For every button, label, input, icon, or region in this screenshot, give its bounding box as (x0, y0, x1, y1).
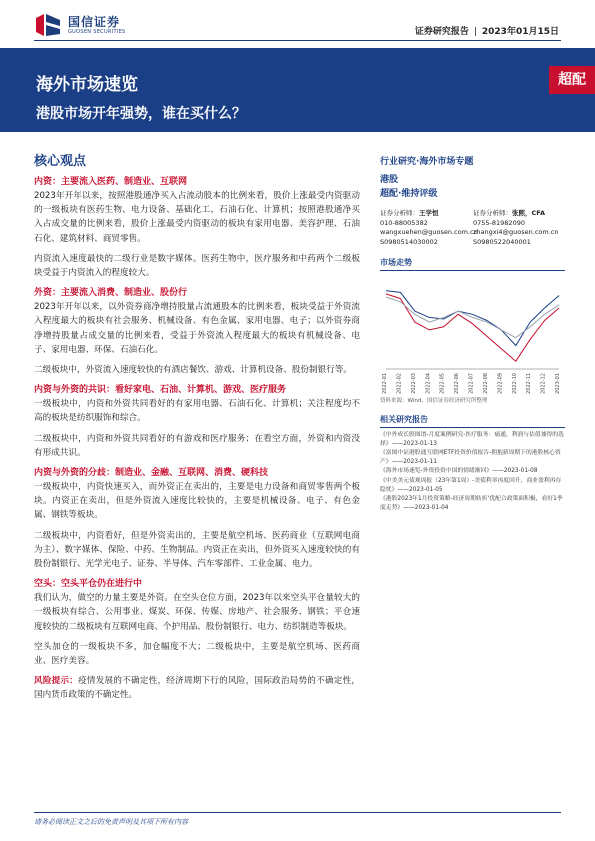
header-divider (34, 40, 561, 41)
section-domestic (34, 175, 360, 280)
company-logo (34, 12, 126, 38)
x-tick-label: 2022-02 (396, 373, 403, 394)
trend-chart-svg (380, 275, 565, 395)
risk-text: 疫情发展的不确定性，经济周期下行的风险，国际政治局势的不确定性，国内货币政策的不确定性。 (34, 676, 360, 701)
section-heading: 空头：空头平仓仍在进行中 (34, 579, 143, 590)
paragraph: 空头加仓的一级板块不多，加仓幅度不大；二级板块中，主要是航空机场、医药商业、医疗美容。 (34, 641, 360, 667)
related-report[interactable] (380, 449, 565, 466)
related-reports-list (380, 431, 565, 512)
paragraph: 我们认为，做空的力量主要是外资。在空头仓位方面，2023年以来空头平仓量较大的一级板块有综合、公用事业、煤炭、环保、传媒、房地产、社会服务、钢铁；平仓速度较快的二级板块有互联网电商、个护用品、股份制银行、电力、纺织制造等板块。 (34, 593, 360, 632)
side-column (380, 155, 565, 513)
analyst-phone: 010-88005382 (380, 218, 428, 227)
x-tick-label: 2022-05 (439, 373, 446, 394)
analyst-role: 证券分析师： (473, 209, 512, 217)
related-report[interactable] (380, 477, 565, 494)
analyst-name: 张熙，CFA (512, 209, 545, 217)
rating-tag: 超配 (549, 66, 595, 94)
x-tick-label: 2022-09 (497, 373, 504, 394)
paragraph: 一级板块中，内资和外资共同看好的有家用电器、石油石化、计算机；关注程度均不高的板块是纺织服饰和综合。 (34, 399, 360, 424)
x-tick-label: 2022-01 (382, 373, 388, 394)
main-column (34, 150, 360, 709)
section-heading: 内资：主要流入医药、制造业、互联网 (34, 177, 188, 187)
report-title: 海外市场速览 (36, 75, 138, 95)
footer-disclaimer: 请务必阅读正文之后的免责声明及其项下所有内容 (34, 818, 188, 826)
x-tick-label: 2022-03 (410, 373, 417, 394)
market-trend-heading: 市场走势 (380, 257, 565, 271)
related-reports-heading: 相关研究报告 (380, 414, 565, 428)
x-tick-label: 2022-07 (468, 373, 475, 394)
related-report-title: 《富图中证港股通互联网ETF投资价值报告-拥抱新周期下的港股核心资产》 (380, 450, 561, 465)
section-short (34, 577, 360, 668)
related-report-date: ——2023-01-08 (492, 468, 538, 475)
related-report-date: ——2023-01-13 (391, 440, 437, 447)
paragraph: 一级板块中，内资快速买入，而外资正在卖出的，主要是电力设备和商贸零售两个板块。内资正在卖出，但是外资流入速度比较快的，主要是机械设备、电子、有色金属、钢铁等板块。 (34, 482, 360, 521)
risk-warning (34, 674, 360, 702)
analyst-phone: 0755-81982090 (473, 218, 525, 227)
analyst-cert: S0980522040001 (473, 237, 531, 246)
report-date: 2023年01月15日 (481, 27, 559, 37)
analyst-name: 王学恒 (419, 209, 439, 217)
analyst-email[interactable]: zhangxi4@guosen.com.cn (473, 228, 559, 236)
risk-label: 风险提示： (34, 676, 79, 687)
analyst-list (380, 209, 565, 247)
x-tick-label: 2022-11 (526, 373, 533, 394)
section-heading: 内资与外资的共识：看好家电、石油、计算机、游戏、医疗服务 (34, 385, 287, 396)
logo-mark-icon (34, 12, 62, 38)
related-report-date: ——2023-01-04 (403, 504, 449, 511)
sector-name: 港股 (380, 175, 399, 185)
logo-text-en: GUOSEN SECURITIES (68, 28, 126, 35)
related-report-title: 《港股2023年1月投资策略-经济周期转折‘优配合政策面积极，看好1季度走势》 (380, 496, 563, 511)
series-line-2 (386, 294, 559, 361)
report-type: 证券研究报告 (414, 27, 469, 37)
analyst-email[interactable]: wangxuehen@guosen.com.cn (380, 228, 478, 236)
core-views-title: 核心观点 (34, 154, 87, 169)
section-consensus (34, 383, 360, 460)
paragraph: 2023年开年以来，按照港股通净买入占流动股本的比例来看，股价上涨最受内资驱动的一级板块有医药生物、电力设备、基础化工、石油石化、计算机；按照港股通净买入占成交量的比例来看，股价上涨最受内资驱动的板块有家用电器、美容护理、石油石化、建筑材料、商贸零售。 (34, 191, 360, 244)
paragraph: 二级板块中，外资流入速度较快的有酒店餐饮、游戏、计算机设备、股份制银行等。 (34, 365, 352, 376)
analyst-card (473, 209, 565, 247)
section-heading: 外资：主要流入消费、制造业、股份行 (34, 288, 188, 299)
related-report-title: 《海外市场速览-外资投资中国的情绪渐回》 (380, 468, 493, 475)
paragraph: 2023年开年以来，以外资券商净增持股量占流通股本的比例来看，板块受益于外资流入程度最大的板块有社会服务、机械设备、有色金属、家用电器、电子；以外资券商净增持股量占成交量的比例来看，受益于外资流入程度最大的板块有机械设备、电子、家用电器、环保、石油石化。 (34, 302, 360, 355)
market-trend-chart (380, 275, 565, 395)
x-tick-label: 2022-04 (425, 373, 432, 394)
research-topic: 行业研究·海外市场专题 (380, 157, 474, 167)
analyst-role: 证券分析师： (380, 209, 419, 217)
section-foreign (34, 286, 360, 377)
analyst-cert: S0980514030002 (380, 237, 438, 246)
related-report-date: ——2023-01-05 (397, 486, 443, 493)
section-heading: 内资与外资的分歧：制造业、金融、互联网、消费、硬科技 (34, 468, 269, 479)
x-tick-label: 2022-06 (454, 373, 461, 394)
paragraph: 内资流入速度最快的二级行业是数字媒体。医药生物中，医疗服务和中药两个二级板块受益于内资流入的程度较大。 (34, 253, 360, 279)
related-report-date: ——2023-01-11 (391, 458, 437, 465)
paragraph: 二级板块中，内资和外资共同看好的有游戏和医疗服务；在看空方面，外资和内资没有形成共识。 (34, 433, 360, 458)
report-meta: 证券研究报告 | 2023年01月15日 (414, 27, 559, 37)
paragraph: 二级板块中，内资看好，但是外资卖出的，主要是航空机场、医药商业（互联网电商为主）、数字媒体、保险、中药、生物制品。内资正在卖出，但外资买入速度较快的有股份制银行、光学光电子、证券、半导体、汽车零部件、工业金属、电力。 (34, 530, 360, 570)
analyst-card (380, 209, 478, 247)
report-subtitle: 港股市场开年强势，谁在买什么？ (36, 106, 246, 122)
page-footer (34, 812, 561, 827)
related-report[interactable] (380, 431, 565, 448)
related-report-title: 《中美美元债观周报（23年第1周）-美债利率再度回升，商业盈利再存隐忧》 (380, 477, 562, 493)
sector-rating: 超配·维持评级 (380, 189, 438, 199)
related-report-title: 《中外成长股图谱-月度案例研究-医疗服务：痛通，利润与估值兼得的选择》 (380, 432, 564, 447)
chart-source: 资料来源：Wind、国信证券经济研究所整理 (380, 398, 488, 404)
related-report[interactable] (380, 495, 565, 512)
x-tick-label: 2022-10 (511, 373, 518, 394)
x-tick-label: 2022-08 (482, 373, 489, 394)
logo-text-cn: 国信证券 (68, 14, 121, 29)
section-divergence (34, 466, 360, 571)
title-banner (0, 48, 595, 132)
page-header (0, 0, 595, 48)
x-tick-label: 2023-01 (555, 373, 561, 394)
related-report[interactable] (380, 467, 565, 476)
x-tick-label: 2022-12 (540, 373, 547, 394)
